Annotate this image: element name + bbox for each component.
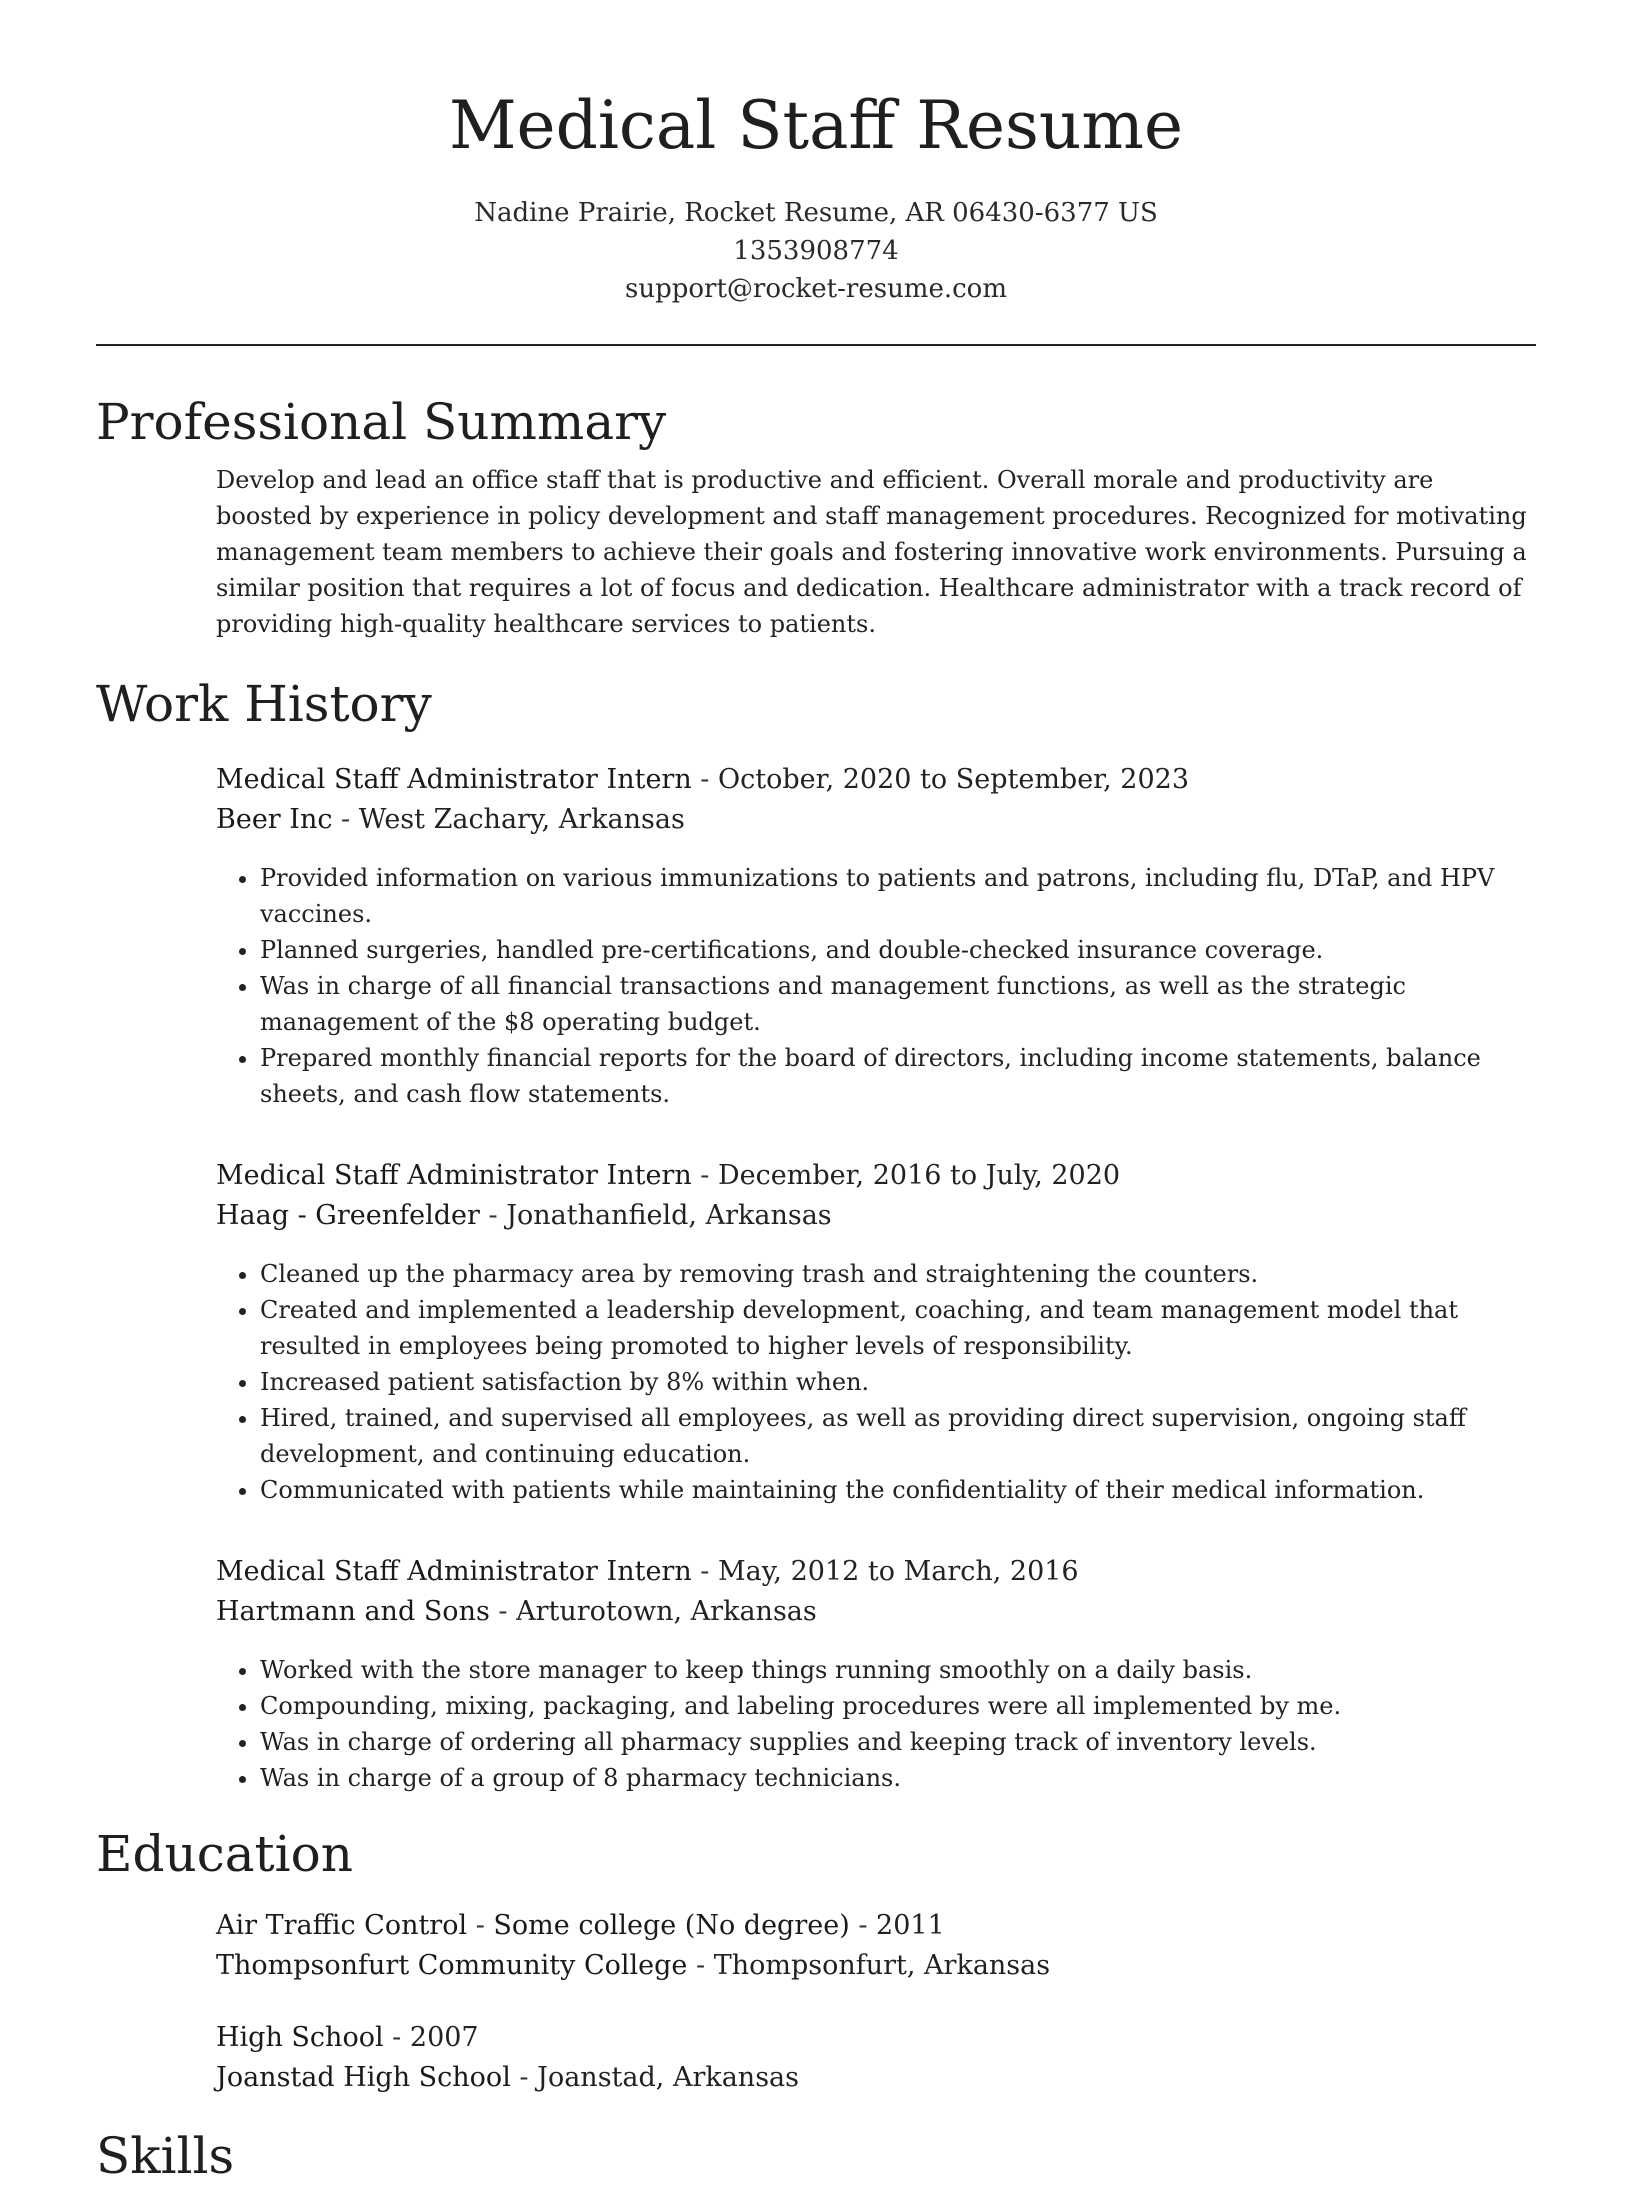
contact-block [96, 194, 1536, 308]
list-item: • Was in charge of all financial transactions and management functions, as well as the strategic management of the $8 operating budget. [260, 968, 1536, 1040]
job-bullets [216, 860, 1536, 1112]
separator: - [489, 1596, 517, 1627]
job-company: Haag - Greenfelder [216, 1200, 480, 1231]
job-title-line [216, 760, 1536, 800]
education-year: 2011 [876, 1910, 945, 1941]
education-school-line [216, 2058, 1536, 2098]
section-title-education: Education [96, 1825, 353, 1883]
list-item: • Created and implemented a leadership development, coaching, and team management model that resulted in employees being promoted to higher levels of responsibility. [260, 1292, 1536, 1364]
job-bullets [216, 1652, 1536, 1796]
contact-phone: 1353908774 [733, 236, 899, 266]
section-title-skills: Skills [96, 2127, 235, 2185]
section-summary [96, 392, 1536, 642]
list-item: • Was in charge of a group of 8 pharmacy technicians. [260, 1760, 1536, 1796]
separator: - [691, 1160, 719, 1191]
page-title: Medical Staff Resume [448, 87, 1184, 164]
education-degree-line [216, 1906, 1536, 1946]
list-item: • Planned surgeries, handled pre-certifications, and double-checked insurance coverage. [260, 932, 1536, 968]
section-work-history [96, 674, 1536, 1796]
resume-page [96, 0, 1536, 2185]
education-location: Thompsonfurt, Arkansas [713, 1950, 1051, 1981]
job-company: Beer Inc [216, 804, 333, 835]
job-location: Jonathanfield, Arkansas [506, 1200, 832, 1231]
job-dates: December, 2016 to July, 2020 [718, 1160, 1121, 1191]
education-degree: Some college (No degree) [493, 1910, 850, 1941]
job-title-line [216, 1552, 1536, 1592]
header-divider [96, 344, 1536, 346]
contact-email: support@rocket-resume.com [624, 274, 1007, 304]
separator: - [687, 1950, 714, 1981]
section-title-summary: Professional Summary [96, 393, 667, 451]
job-company: Hartmann and Sons [216, 1596, 490, 1627]
list-item: • Compounding, mixing, packaging, and labeling procedures were all implemented by me. [260, 1688, 1536, 1724]
list-item: • Hired, trained, and supervised all employees, as well as providing direct supervision, ongoing staff development, and continuing education. [260, 1400, 1536, 1472]
education-field: Air Traffic Control [216, 1910, 468, 1941]
job-location: West Zachary, Arkansas [358, 804, 685, 835]
resume-header [96, 0, 1536, 308]
separator: - [467, 1910, 494, 1941]
job-dates: May, 2012 to March, 2016 [718, 1556, 1079, 1587]
contact-address: Nadine Prairie, Rocket Resume, AR 06430-6377 US [474, 198, 1158, 228]
education-school: Joanstad High School [216, 2062, 511, 2093]
list-item: • Was in charge of ordering all pharmacy supplies and keeping track of inventory levels. [260, 1724, 1536, 1760]
education-school: Thompsonfurt Community College [216, 1950, 688, 1981]
job-company-line [216, 1592, 1536, 1632]
separator: - [691, 764, 719, 795]
job-entry [216, 1156, 1536, 1508]
job-title: Medical Staff Administrator Intern [216, 1160, 692, 1191]
list-item: • Communicated with patients while maintaining the confidentiality of their medical information. [260, 1472, 1536, 1508]
separator: - [849, 1910, 877, 1941]
job-company-line [216, 1196, 1536, 1236]
list-item: • Increased patient satisfaction by 8% within when. [260, 1364, 1536, 1400]
list-item: • Worked with the store manager to keep things running smoothly on a daily basis. [260, 1652, 1536, 1688]
section-title-work: Work History [96, 675, 432, 733]
education-entry [216, 2018, 1536, 2098]
list-item: • Provided information on various immunizations to patients and patrons, including flu, DTaP, and HPV vaccines. [260, 860, 1536, 932]
job-title: Medical Staff Administrator Intern [216, 1556, 692, 1587]
job-company-line [216, 800, 1536, 840]
job-title-line [216, 1156, 1536, 1196]
education-field: High School [216, 2022, 384, 2053]
section-education [96, 1824, 1536, 2098]
separator: - [479, 1200, 507, 1231]
separator: - [691, 1556, 719, 1587]
summary-text: Develop and lead an office staff that is productive and efficient. Overall morale and productivity are boosted by experience in policy development and staff management procedures. Recognized for motivating management team members to achieve their goals and fostering innovative work environments. Pursuing a similar position that requires a lot of focus and dedication. Healthcare administrator with a track record of providing high-quality healthcare services to patients. [216, 466, 1527, 638]
list-item: • Cleaned up the pharmacy area by removing trash and straightening the counters. [260, 1256, 1536, 1292]
separator: - [510, 2062, 538, 2093]
job-bullets [216, 1256, 1536, 1508]
separator: - [383, 2022, 410, 2053]
job-entry [216, 1552, 1536, 1796]
separator: - [332, 804, 359, 835]
job-dates: October, 2020 to September, 2023 [718, 764, 1189, 795]
education-school-line [216, 1946, 1536, 1986]
job-entry [216, 760, 1536, 1112]
job-location: Arturotown, Arkansas [516, 1596, 817, 1627]
education-degree-line [216, 2018, 1536, 2058]
list-item: • Prepared monthly financial reports for the board of directors, including income statements, balance sheets, and cash flow statements. [260, 1040, 1536, 1112]
education-entry [216, 1906, 1536, 1986]
education-location: Joanstad, Arkansas [537, 2062, 800, 2093]
education-year: 2007 [409, 2022, 479, 2053]
section-skills [96, 2126, 1536, 2186]
job-title: Medical Staff Administrator Intern [216, 764, 692, 795]
